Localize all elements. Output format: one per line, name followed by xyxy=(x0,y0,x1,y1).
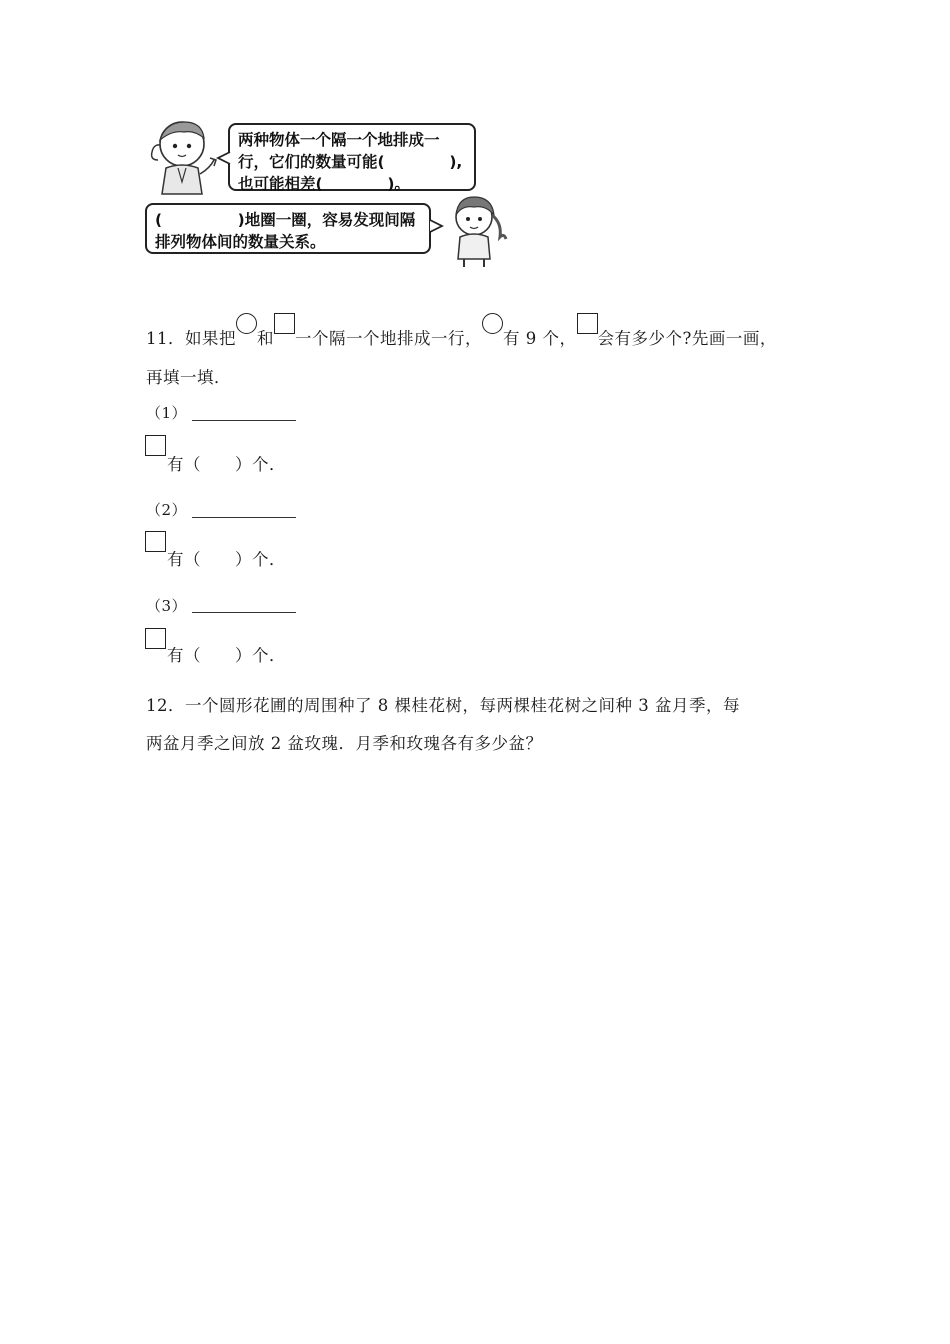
part-3-answer: 有（ ）个． xyxy=(167,646,286,665)
part-1-label: （1） xyxy=(146,404,188,422)
girl-illustration-2 xyxy=(444,193,508,269)
speech-bubble-top xyxy=(228,123,476,191)
square-icon xyxy=(145,628,166,649)
circle-icon xyxy=(236,313,257,334)
bubble-top-line-3: 也可能相差( )。 xyxy=(238,175,410,193)
part-3-answer-line xyxy=(192,612,296,613)
part-3-label: （3） xyxy=(146,597,188,615)
q11-line-1 xyxy=(146,313,777,348)
part-1-answer: 有（ ）个． xyxy=(167,455,286,474)
speech-bubble-bottom xyxy=(145,203,431,254)
q11-have-9: 有 9 个， xyxy=(503,329,577,348)
square-icon xyxy=(145,435,166,456)
circle-icon xyxy=(482,313,503,334)
square-icon xyxy=(274,313,295,334)
q11-number-text: 11．如果把 xyxy=(146,329,236,348)
q12-line-2: 两盆月季之间放 2 盆玫瑰．月季和玫瑰各有多少盆？ xyxy=(146,734,543,753)
bubble-bottom-line-2: 排列物体间的数量关系。 xyxy=(155,233,326,251)
q11-and-text: 和 xyxy=(257,329,274,348)
q11-text-1: 一个隔一个地排成一行， xyxy=(295,329,482,348)
q12-line-1: 12．一个圆形花圃的周围种了 8 棵桂花树，每两棵桂花树之间种 3 盆月季，每 xyxy=(146,696,740,715)
bubble-top-line-1: 两种物体一个隔一个地排成一 xyxy=(238,131,440,149)
bubble-bottom-tail xyxy=(428,218,444,234)
square-icon xyxy=(577,313,598,334)
bubble-bottom-line-1: ( )地圈一圈，容易发现间隔 xyxy=(155,211,416,229)
part-2-answer: 有（ ）个． xyxy=(167,550,286,569)
bubble-top-line-2: 行，它们的数量可能( ), xyxy=(238,153,463,171)
q11-text-2: 会有多少个?先画一画， xyxy=(597,329,777,348)
square-icon xyxy=(145,531,166,552)
bubble-top-tail xyxy=(216,150,232,166)
part-2-label: （2） xyxy=(146,501,188,519)
q11-line-2: 再填一填． xyxy=(146,368,231,387)
part-2-answer-line xyxy=(192,517,296,518)
part-1-answer-line xyxy=(192,420,296,421)
